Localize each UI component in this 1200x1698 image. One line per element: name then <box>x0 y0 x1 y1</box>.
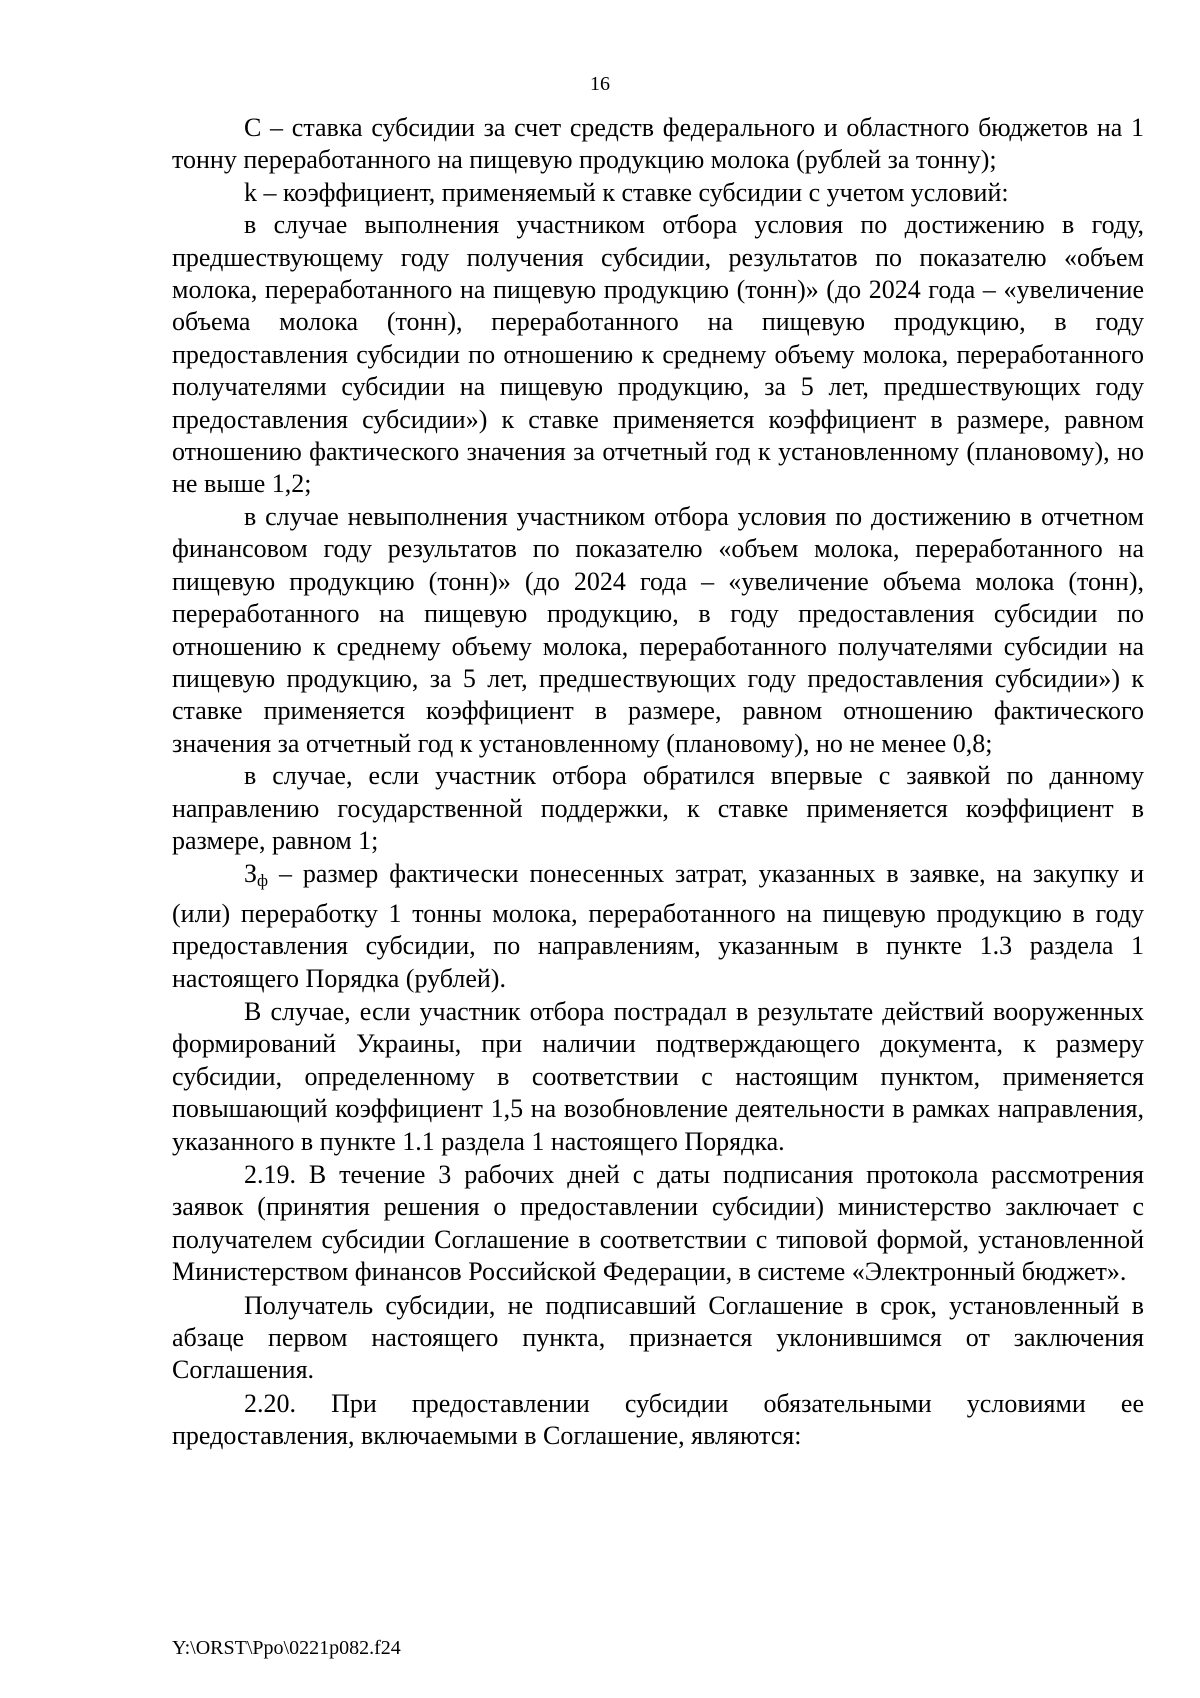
paragraph-rate-c: С – ставка субсидии за счет средств федерального и областного бюджетов на 1 тонну переработанного на пищевую продукцию молока (рублей за тонну); <box>172 113 1144 175</box>
paragraph-coefficient-k: k – коэффициент, применяемый к ставке субсидии с учетом условий: <box>244 177 1009 207</box>
paragraph-condition-not-met: в случае невыполнения участником отбора условия по достижению в отчетном финансовом году результатов по показателю «объем молока, переработанного на пищевую продукцию (тонн)» (до 2024 года – «увеличение объема молока (тонн), переработанного на пищевую продукцию, в году предоставления субсидии по отношению к среднему объему молока, переработанного получателями субсидии на пищевую продукцию, за 5 лет, предшествующих году предоставления субсидии») к ставке применяется коэффициент в размере, равном отношению фактического значения за отчетный год к установленному (плановому), но не менее 0,8; <box>172 501 1144 758</box>
costs-definition: – размер фактически понесенных затрат, указанных в заявке, на закупку и (или) переработку 1 тонны молока, переработанного на пищевую продукцию в году предоставления субсидии, по направлениям, указанным в пункте 1.3 раздела 1 настоящего Порядка (рублей). <box>172 859 1144 993</box>
paragraph-evasion: Получатель субсидии, не подписавший Соглашение в срок, установленный в абзаце первом настоящего пункта, признается уклонившимся от заключения Соглашения. <box>172 1290 1144 1385</box>
costs-symbol-subscript: ф <box>257 871 269 891</box>
footer-file-path: Y:\ORST\Ppo\0221p082.f24 <box>172 1637 401 1659</box>
document-body <box>172 112 1144 1453</box>
paragraph-condition-met: в случае выполнения участником отбора условия по достижению в году, предшествующему году получения субсидии, результатов по показателю «объем молока, переработанного на пищевую продукцию (тонн)» (до 2024 года – «увеличение объема молока (тонн), переработанного на пищевую продукцию, в году предоставления субсидии по отношению к среднему объему молока, переработанного получателями субсидии на пищевую продукцию, за 5 лет, предшествующих году предоставления субсидии») к ставке применяется коэффициент в размере, равном отношению фактического значения за отчетный год к установленному (плановому), но не выше 1,2; <box>172 210 1144 499</box>
costs-symbol: З <box>244 859 258 889</box>
paragraph-first-application: в случае, если участник отбора обратился впервые с заявкой по данному направлению государственной поддержки, к ставке применяется коэффициент в размере, равном 1; <box>172 761 1144 855</box>
paragraph-2-20: 2.20. При предоставлении субсидии обязательными условиями ее предоставления, включаемыми в Соглашение, являются: <box>172 1388 1144 1451</box>
paragraph-2-19: 2.19. В течение 3 рабочих дней с даты подписания протокола рассмотрения заявок (принятия решения о предоставлении субсидии) министерство заключает с получателем субсидии Соглашение в соответствии с типовой формой, установленной Министерством финансов Российской Федерации, в системе «Электронный бюджет». <box>172 1160 1144 1287</box>
page-number: 16 <box>590 73 610 95</box>
paragraph-increasing-coefficient: В случае, если участник отбора пострадал в результате действий вооруженных формирований Украины, при наличии подтверждающего документа, к размеру субсидии, определенному в соответствии с настоящим пунктом, применяется повышающий коэффициент 1,5 на возобновление деятельности в рамках направления, указанного в пункте 1.1 раздела 1 настоящего Порядка. <box>172 996 1144 1156</box>
paragraph-actual-costs <box>172 858 1144 995</box>
